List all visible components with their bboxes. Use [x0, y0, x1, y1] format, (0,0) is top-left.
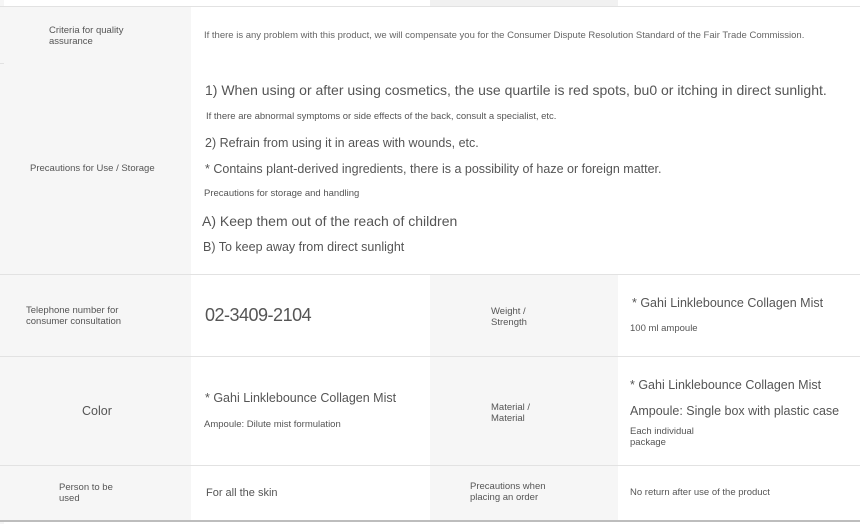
weight-value-cell — [618, 275, 860, 356]
material-line-3: Each individual package — [630, 426, 694, 448]
row-precautions — [0, 62, 860, 275]
telephone-label-cell — [4, 275, 191, 356]
telephone-value: 02-3409-2104 — [205, 305, 312, 325]
row-telephone — [0, 275, 860, 357]
quality-value: If there is any problem with this product, we will compensate you for the Consumer Dispute Resolution Standard of the Fair Trade Commission. — [204, 29, 805, 41]
weight-label: Weight / Strength — [491, 306, 527, 328]
material-title: * Gahi Linklebounce Collagen Mist — [630, 378, 822, 392]
row-person — [0, 466, 860, 520]
order-label-cell — [430, 466, 618, 520]
material-label-cell — [430, 357, 618, 465]
color-label: Color — [82, 404, 112, 418]
table-bottom-border — [0, 520, 860, 522]
precaution-line-3: 2) Refrain from using it in areas with wounds, etc. — [205, 136, 479, 150]
order-value-cell — [618, 466, 860, 520]
quality-label-cell — [4, 7, 191, 63]
precaution-line-1: 1) When using or after using cosmetics, the use quartile is red spots, bu0 or itching in direct sunlight. — [205, 82, 827, 98]
precaution-line-2: If there are abnormal symptoms or side effects of the back, consult a specialist, etc. — [206, 111, 557, 122]
precaution-line-6: A) Keep them out of the reach of children — [202, 213, 458, 229]
weight-sub: 100 ml ampoule — [630, 323, 698, 334]
precaution-line-7: B) To keep away from direct sunlight — [203, 240, 405, 254]
quality-label: Criteria for quality assurance — [49, 25, 124, 47]
color-label-cell — [4, 357, 191, 465]
precautions-label: Precautions for Use / Storage — [30, 162, 155, 174]
material-label: Material / Material — [491, 402, 531, 424]
color-sub: Ampoule: Dilute mist formulation — [204, 419, 341, 430]
precautions-label-cell — [4, 62, 191, 274]
telephone-value-cell — [191, 275, 430, 356]
color-title: * Gahi Linklebounce Collagen Mist — [205, 391, 397, 405]
material-value-cell — [618, 357, 860, 465]
color-value-cell — [191, 357, 430, 465]
person-value-cell — [191, 466, 430, 520]
weight-label-cell — [430, 275, 618, 356]
precautions-value-cell — [191, 62, 860, 274]
order-label: Precautions when placing an order — [470, 481, 546, 503]
row-quality — [0, 6, 860, 64]
material-line-2: Ampoule: Single box with plastic case — [630, 404, 840, 418]
quality-value-cell — [191, 7, 860, 63]
person-label-cell — [4, 466, 191, 520]
precaution-line-5: Precautions for storage and handling — [204, 188, 360, 199]
weight-title: * Gahi Linklebounce Collagen Mist — [632, 296, 824, 310]
person-label: Person to be used — [59, 482, 113, 504]
precaution-line-4: * Contains plant-derived ingredients, there is a possibility of haze or foreign matter. — [205, 162, 662, 176]
telephone-label: Telephone number for consumer consultation — [26, 305, 122, 327]
row-color — [0, 357, 860, 466]
order-value: No return after use of the product — [630, 487, 770, 498]
person-value: For all the skin — [206, 487, 278, 499]
